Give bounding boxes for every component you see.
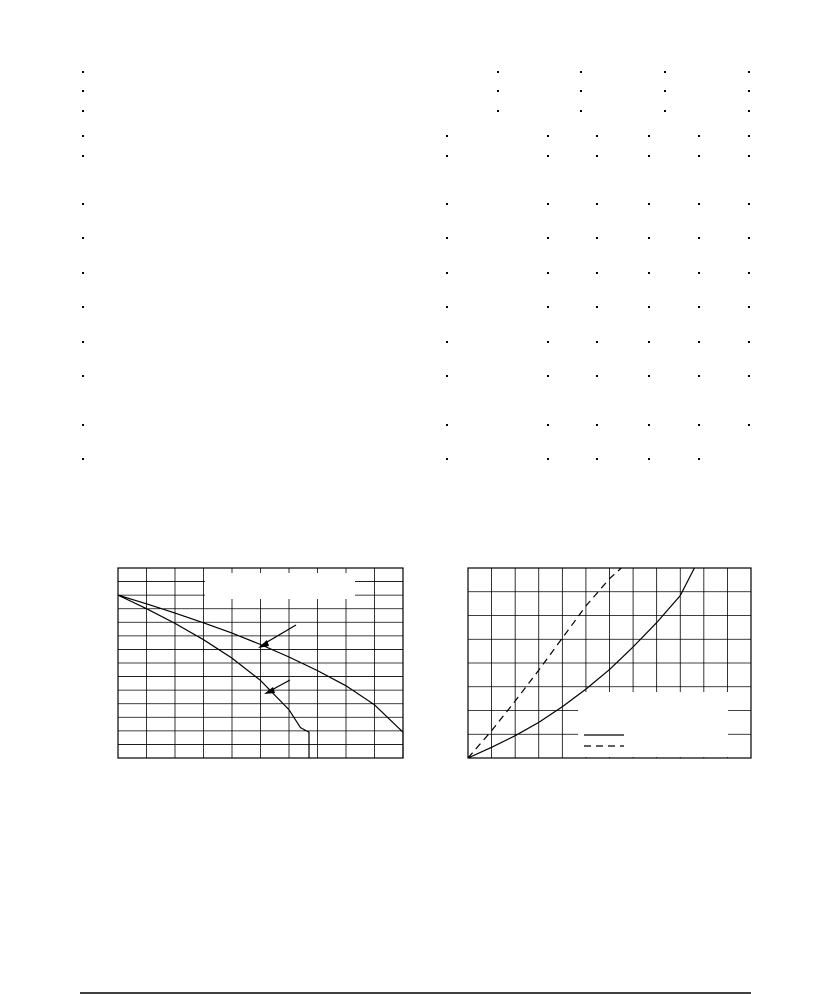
table-dot: [648, 237, 650, 239]
table-dot: [82, 110, 84, 112]
chart-right-legend-box: [578, 692, 728, 757]
table-dot: [547, 272, 549, 274]
table-dot: [698, 237, 700, 239]
table-dot: [596, 375, 598, 377]
table-dot: [547, 424, 549, 426]
table-dot: [580, 71, 582, 73]
table-dot: [497, 71, 499, 73]
table-dot: [580, 90, 582, 92]
table-dot: [596, 458, 598, 460]
table-dot: [82, 341, 84, 343]
table-dot: [648, 424, 650, 426]
table-dot: [748, 135, 750, 137]
table-dot: [664, 110, 666, 112]
table-dot: [748, 341, 750, 343]
table-dot: [82, 203, 84, 205]
table-dot: [648, 135, 650, 137]
chart-right: [468, 568, 751, 758]
chart-left: [118, 568, 403, 758]
table-dot: [748, 90, 750, 92]
table-dot: [748, 272, 750, 274]
table-dot: [82, 375, 84, 377]
table-dot: [648, 375, 650, 377]
table-dot: [648, 203, 650, 205]
table-dot: [748, 375, 750, 377]
table-dot: [446, 375, 448, 377]
table-dot: [648, 272, 650, 274]
table-dot: [82, 71, 84, 73]
table-dot: [698, 458, 700, 460]
table-dot: [596, 135, 598, 137]
table-dot: [446, 341, 448, 343]
table-dot: [596, 424, 598, 426]
table-dot: [748, 71, 750, 73]
table-dot: [547, 203, 549, 205]
table-dot: [698, 306, 700, 308]
table-dot: [664, 90, 666, 92]
table-dot: [446, 237, 448, 239]
table-dot: [446, 203, 448, 205]
table-dot: [648, 458, 650, 460]
table-dot: [446, 272, 448, 274]
table-dot: [547, 155, 549, 157]
table-dot: [497, 110, 499, 112]
table-dot: [547, 341, 549, 343]
table-dot: [547, 135, 549, 137]
table-dot: [446, 458, 448, 460]
table-dot: [547, 375, 549, 377]
table-dot: [648, 341, 650, 343]
table-dot: [446, 306, 448, 308]
table-dot: [648, 155, 650, 157]
table-dot: [82, 90, 84, 92]
table-dot: [698, 272, 700, 274]
table-dot: [446, 424, 448, 426]
table-dot: [596, 203, 598, 205]
table-dot: [446, 135, 448, 137]
table-dot: [446, 155, 448, 157]
table-dot: [596, 306, 598, 308]
table-dot: [596, 272, 598, 274]
table-dot: [698, 135, 700, 137]
data-table: [82, 71, 750, 460]
table-dot: [82, 272, 84, 274]
table-dot: [748, 306, 750, 308]
table-dot: [698, 341, 700, 343]
table-dot: [82, 424, 84, 426]
table-dot: [698, 424, 700, 426]
table-dot: [664, 71, 666, 73]
table-dot: [698, 203, 700, 205]
table-dot: [82, 155, 84, 157]
table-dot-markers: [82, 71, 750, 460]
table-dot: [748, 155, 750, 157]
table-dot: [748, 203, 750, 205]
chart-left-legend-box: [205, 573, 355, 599]
table-dot: [82, 306, 84, 308]
table-dot: [748, 237, 750, 239]
table-dot: [596, 341, 598, 343]
table-dot: [547, 458, 549, 460]
table-dot: [596, 237, 598, 239]
table-dot: [547, 306, 549, 308]
table-dot: [82, 458, 84, 460]
table-dot: [698, 155, 700, 157]
table-dot: [580, 110, 582, 112]
table-dot: [748, 424, 750, 426]
table-dot: [82, 237, 84, 239]
table-dot: [596, 155, 598, 157]
table-dot: [547, 237, 549, 239]
table-dot: [497, 90, 499, 92]
table-dot: [648, 306, 650, 308]
table-dot: [748, 110, 750, 112]
table-dot: [82, 135, 84, 137]
table-dot: [698, 375, 700, 377]
